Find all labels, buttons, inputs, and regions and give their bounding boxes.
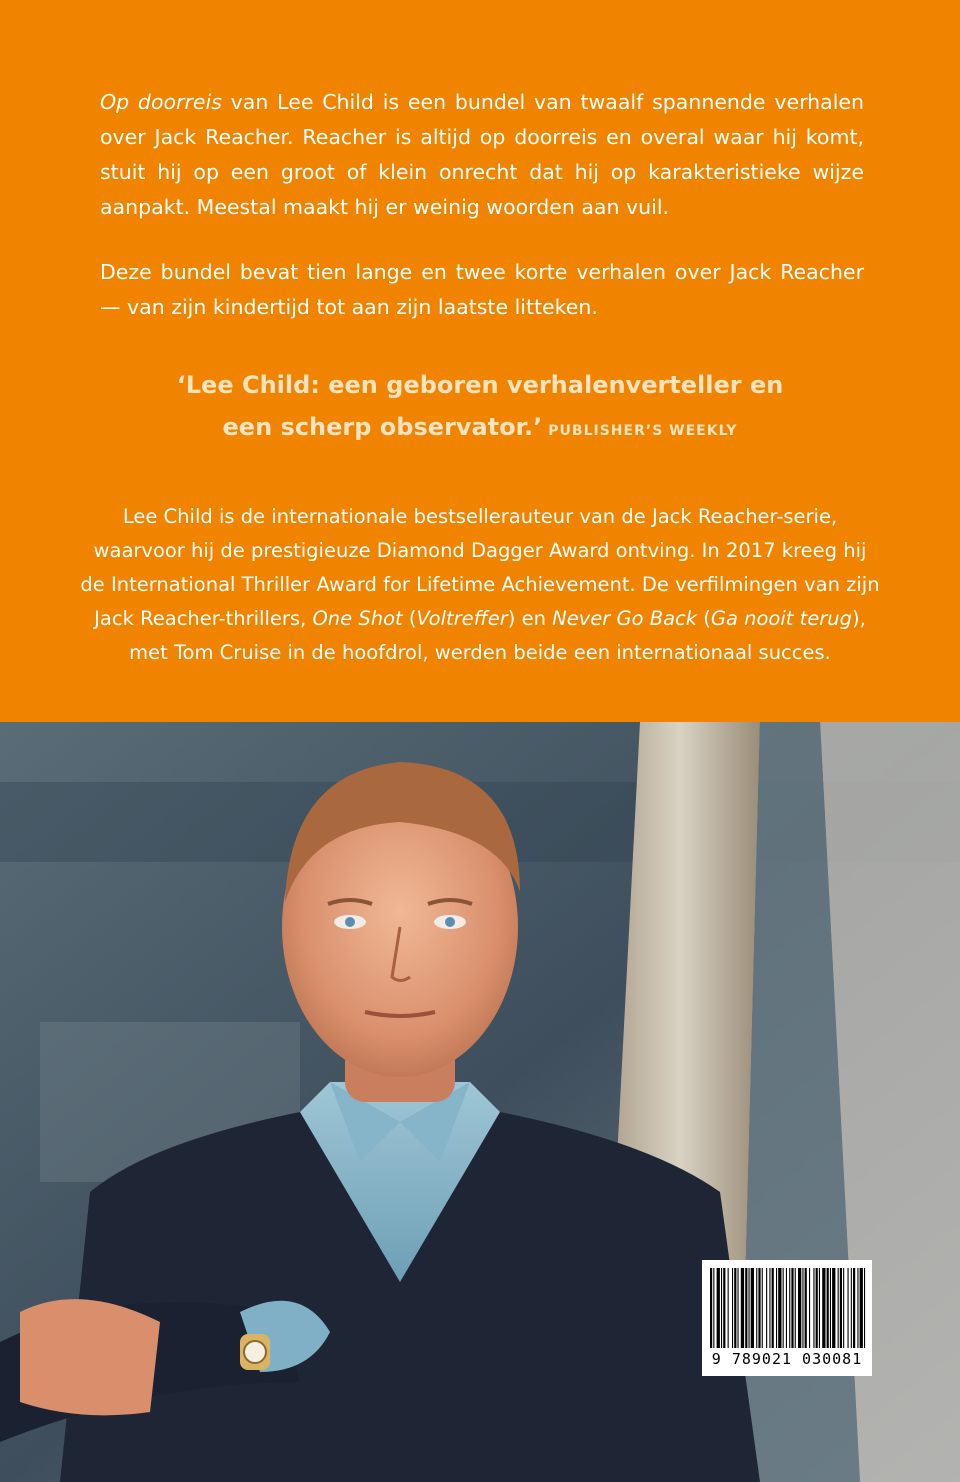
orange-text-panel	[0, 0, 960, 722]
bio-text-5: ), met Tom Cruise in de hoofdrol, werden beide een internationaal succes.	[129, 607, 866, 664]
quote-line-1: ‘Lee Child: een geboren verhalenverteller en	[176, 371, 784, 399]
blurb-paragraph-1	[100, 85, 864, 225]
bio-text-3: ) en	[507, 607, 553, 630]
film-title-1: One Shot	[312, 607, 403, 630]
blurb-text-1: van Lee Child is een bundel van twaalf spannende verhalen over Jack Reacher. Reacher is altijd op doorreis en overal waar hij komt, stuit hij op een groot of klein onrecht dat hij op karakteristieke wijze aanpakt. Meestal maakt hij er weinig woorden aan vuil.	[100, 90, 864, 219]
bio-text-2: (	[402, 607, 417, 630]
bio-text-1: Lee Child is de internationale bestsellerauteur van de Jack Reacher-serie, waarvoor hij de prestigieuze Diamond Dagger Award ontving. In 2017 kreeg hij de International Thriller Award for Lifetime Achievement. De verfilmingen van zijn Jack Reacher-thrillers,	[80, 505, 880, 630]
quote-line-2	[0, 408, 960, 450]
bio-text-4: (	[697, 607, 711, 630]
film-title-2: Never Go Back	[552, 607, 698, 630]
blurb-paragraph-2: Deze bundel bevat tien lange en twee korte verhalen over Jack Reacher — van zijn kindertijd tot aan zijn laatste litteken.	[100, 260, 864, 319]
quote-source: PUBLISHER’S WEEKLY	[548, 423, 738, 439]
book-title: Op doorreis	[100, 90, 222, 114]
author-bio	[80, 500, 880, 670]
film-title-1-nl: Voltreffer	[416, 607, 508, 630]
quote-line-2-text: een scherp observator.’	[222, 413, 543, 441]
film-title-2-nl: Ga nooit terug	[710, 607, 853, 630]
isbn-barcode	[702, 1260, 872, 1376]
isbn-number: 9 789021 030081	[711, 1350, 863, 1368]
